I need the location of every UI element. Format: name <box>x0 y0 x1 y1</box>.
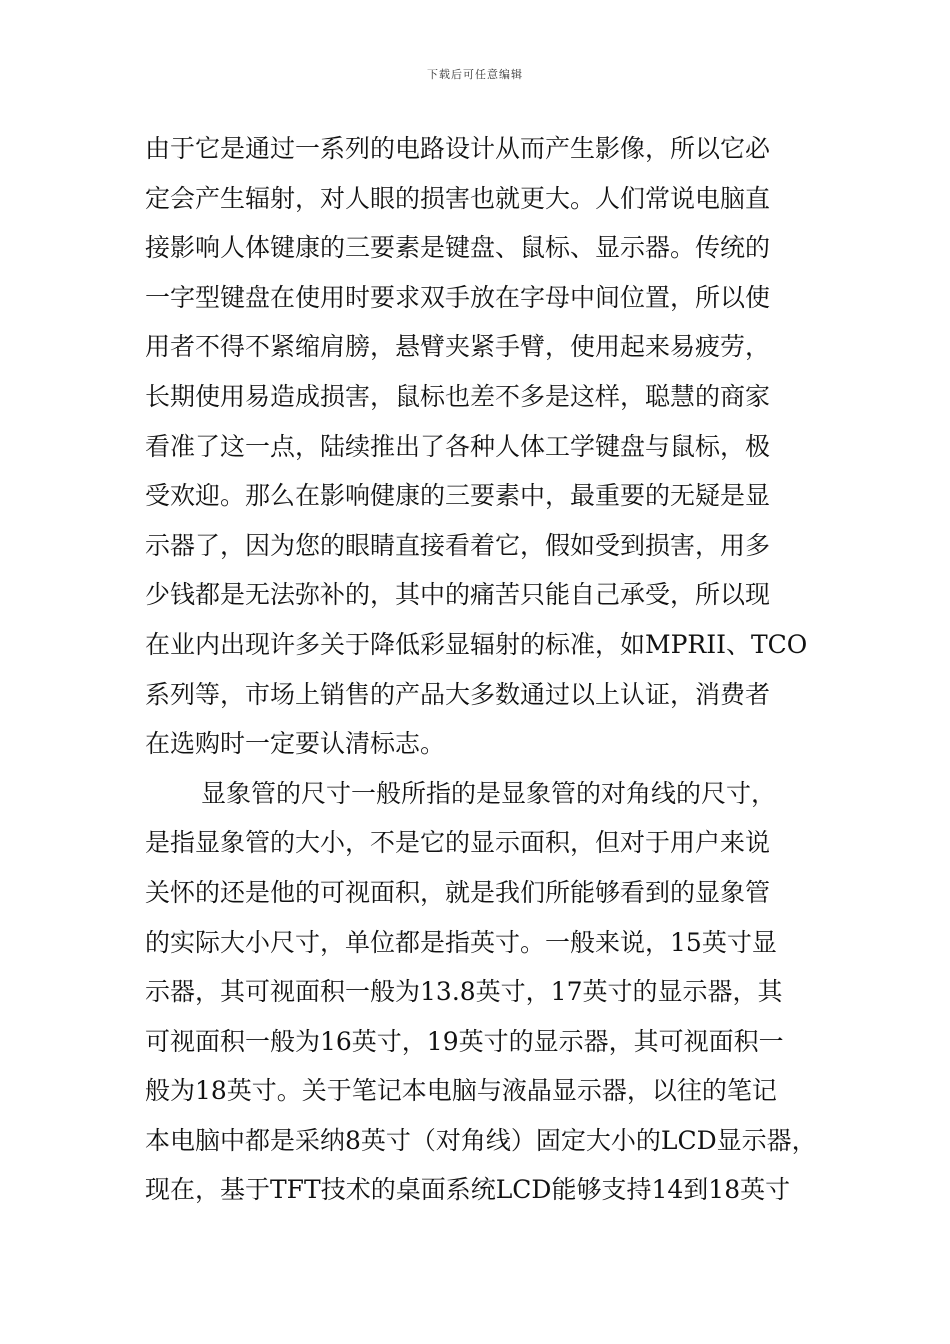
text-line: 般为18英寸。关于笔记本电脑与液晶显示器，以往的笔记 <box>145 1076 777 1106</box>
text-line: 由于它是通过一系列的电路设计从而产生影像，所以它必 <box>145 134 771 163</box>
text-line: 现在，基于TFT技术的桌面系统LCD能够支持14到18英寸 <box>145 1175 791 1205</box>
text-line: 关怀的还是他的可视面积，就是我们所能够看到的显象管 <box>145 877 771 907</box>
text-line: 一字型键盘在使用时要求双手放在字母中间位置，所以使 <box>145 282 771 312</box>
body-text <box>145 124 825 1215</box>
text-line: 定会产生辐射，对人眼的损害也就更大。人们常说电脑直 <box>145 183 771 213</box>
text-line: 是指显象管的大小，不是它的显示面积，但对于用户来说 <box>145 828 771 858</box>
text-line: 接影响人体键康的三要素是键盘、鼠标、显示器。传统的 <box>145 233 771 263</box>
text-line: 长期使用易造成损害，鼠标也差不多是这样，聪慧的商家 <box>145 381 771 411</box>
paragraph-2 <box>145 769 825 1215</box>
text-line: 的实际大小尺寸，单位都是指英寸。一般来说，15英寸显 <box>145 927 777 957</box>
text-line: 可视面积一般为16英寸，19英寸的显示器，其可视面积一 <box>145 1026 784 1056</box>
header-note: 下载后可任意编辑 <box>427 68 523 81</box>
text-line: 在选购时一定要认清标志。 <box>145 729 446 759</box>
text-line: 本电脑中都是采纳8英寸（对角线）固定大小的LCD显示器， <box>145 1125 817 1155</box>
paragraph-1 <box>145 124 825 769</box>
text-line: 少钱都是无法弥补的，其中的痛苦只能自己承受，所以现 <box>145 580 771 610</box>
text-line: 示器了，因为您的眼睛直接看着它，假如受到损害，用多 <box>145 530 771 560</box>
text-line: 看准了这一点，陆续推出了各种人体工学键盘与鼠标，极 <box>145 431 771 461</box>
text-line: 受欢迎。那么在影响健康的三要素中，最重要的无疑是显 <box>145 481 771 511</box>
text-line: 用者不得不紧缩肩膀，悬臂夹紧手臂，使用起来易疲劳， <box>145 332 771 362</box>
text-line: 示器，其可视面积一般为13.8英寸，17英寸的显示器，其 <box>145 977 783 1007</box>
text-line: 系列等，市场上销售的产品大多数通过以上认证，消费者 <box>145 679 771 709</box>
text-line: 在业内出现许多关于降低彩显辐射的标准，如MPRII、TCO <box>145 629 808 659</box>
text-line-indented: 显象管的尺寸一般所指的是显象管的对角线的尺寸， <box>201 778 777 808</box>
